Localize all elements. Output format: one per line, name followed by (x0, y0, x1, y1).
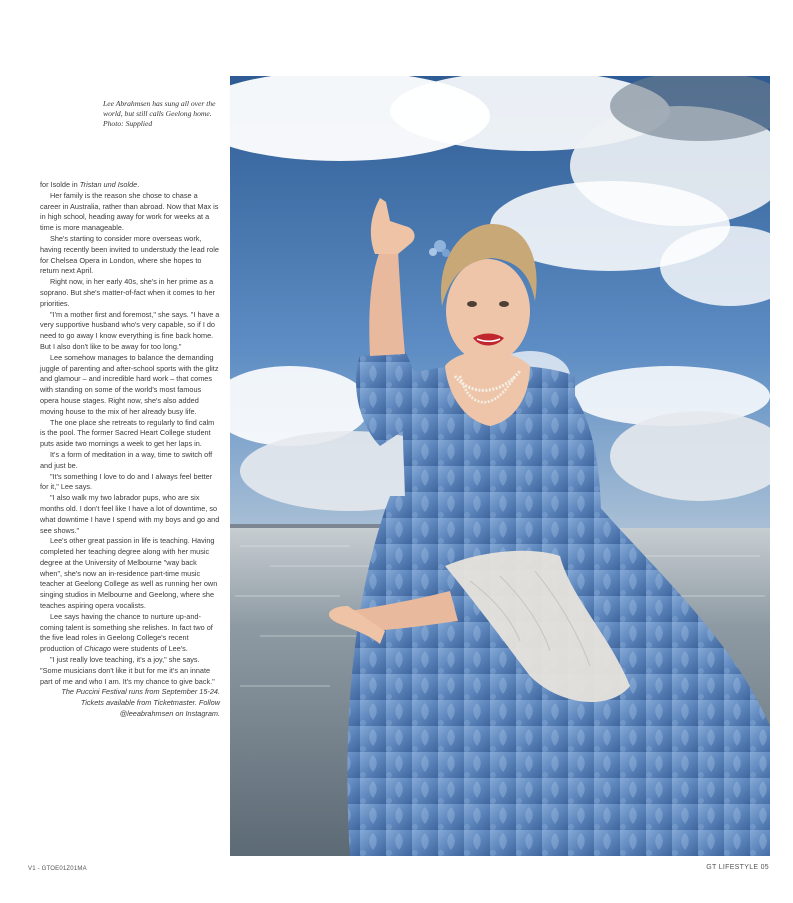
paragraph: "It's something I love to do and I always feel better for it," Lee says. (40, 471, 213, 492)
paragraph: "I'm a mother first and foremost," she says. "I have a very supportive husband who's very capable, so if I do need to go away I know everything is fine back home. But I also don't like to be away for too long." (40, 309, 220, 351)
event-credits: The Puccini Festival runs from September 15-24. Tickets available from Ticketmaster. Follow @leeabrahmsen on Instagram. (61, 687, 220, 719)
page-folio: GT LIFESTYLE 05 (706, 864, 769, 871)
paragraph: The one place she retreats to regularly to find calm is the pool. The former Sacred Heart College student puts aside two mornings a week to get her laps in. (40, 417, 215, 449)
face (446, 259, 530, 363)
paragraph: Lee says having the chance to nurture up-and-coming talent is something she relishes. In fact two of the five lead roles in Geelong College's recent production of Chicago were students of Lee's. (40, 611, 213, 654)
page-code: V1 - GTOE01Z01MA (28, 866, 87, 872)
paragraph: for Isolde in Tristan und Isolde. (40, 180, 140, 189)
horizon (230, 524, 400, 528)
paragraph: "I just really love teaching, it's a joy," she says. "Some musicians don't like it but for me it's an innate part of me and who I am. It's my chance to give back." (40, 655, 215, 686)
paragraph: It's a form of meditation in a way, time to switch off and just be. (40, 449, 213, 470)
photo-caption: Lee Abrahmsen has sung all over the world, but still calls Geelong home. Photo: Supplied (103, 99, 216, 128)
paragraph: Lee's other great passion in life is teaching. Having completed her teaching degree along with her music degree at the University of Melbourne "way back when", she's now an in-residence part-time music teacher at Geelong College as well as running her own singing studios in Melbourne and Geelong, where she teaches aspiring opera vocalists. (40, 536, 218, 611)
paragraph: She's starting to consider more overseas work, having recently been invited to understudy the lead role for Chelsea Opera in London, where she hopes to return next April. (40, 233, 219, 276)
paragraph: Lee somehow manages to balance the demanding juggle of parenting and after-school sports with the glitz and glamour – and incredible hard work – that comes with standing on some of the world's most famous opera house stages. Right now, she's also added moving house to the mix of her already busy life. (40, 352, 219, 416)
paragraph: "I also walk my two labrador pups, who are six months old. I don't feel like I have a lot of downtime, so what downtime I have I spend with my boys and go and see shows." (40, 493, 220, 535)
paragraph: Right now, in her early 40s, she's in her prime as a soprano. But she's matter-of-fact when it comes to her priorities. (40, 277, 215, 308)
article-body (40, 180, 220, 720)
feature-photo (230, 76, 770, 856)
paragraph: Her family is the reason she chose to chase a career in Australia, rather than abroad. Now that Max is in high school, heading away for work for weeks at a time is more manageable. (40, 190, 219, 233)
